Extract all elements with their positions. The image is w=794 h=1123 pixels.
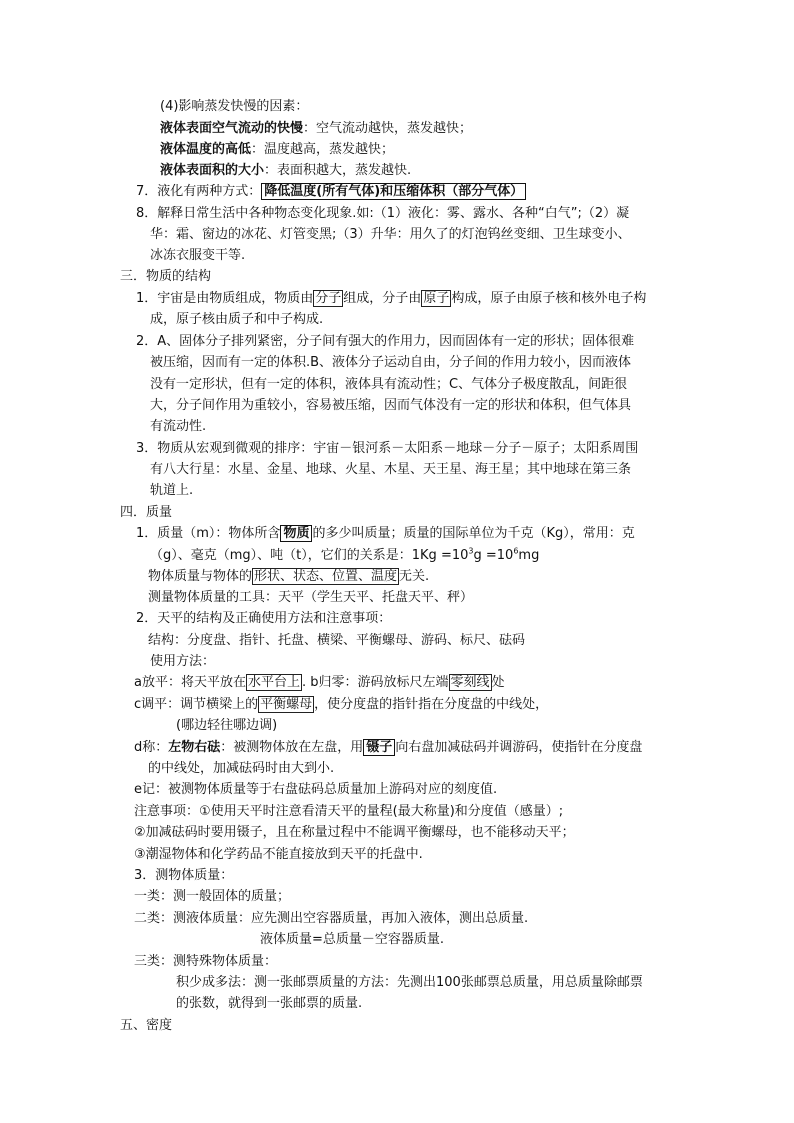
notes-line-1: 注意事项：①使用天平时注意看清天平的量程(最大称量)和分度值（感量）; — [134, 804, 564, 819]
sec3-item-1-text-b: 组成，分子由 — [343, 291, 422, 306]
usage-heading: 使用方法： — [150, 654, 216, 669]
evap-factor-2-text: ：温度越高，蒸发越快； — [251, 142, 395, 157]
step-a — [134, 673, 505, 692]
balance-structure: 结构：分度盘、指针、托盘、横梁、平衡螺母、游码、标尺、砝码 — [148, 633, 526, 648]
step-a-text-a: a放平：将天平放在 — [134, 675, 246, 690]
exponent-3: 3 — [468, 546, 474, 556]
evap-factor-2-term: 液体温度的高低 — [160, 142, 252, 157]
step-d-text-d: 向右盘加减砝码并调游码，使指针在分度盘 — [395, 740, 643, 755]
sec4-item-3-title: 3．测物体质量： — [134, 868, 234, 883]
sec3-item-3-line-3: 轨道上. — [150, 483, 194, 498]
type-3-line-2: 积少成多法：测一张邮票质量的方法：先测出100张邮票总质量，用总质量除邮票 — [176, 975, 643, 990]
item-7-label: 7．液化有两种方式： — [136, 184, 262, 199]
step-e: e记：被测物体质量等于右盘砝码总质量加上游码对应的刻度值. — [134, 782, 498, 797]
evap-factor-1-text: ：空气流动越快，蒸发越快； — [303, 121, 473, 136]
item-7-method-2: 压缩体积（部分气体） — [393, 184, 524, 199]
step-d-text-a: d称： — [134, 740, 169, 755]
evap-factor-2 — [160, 140, 394, 159]
unit-relation-a: （g）、毫克（mg）、吨（t），它们的关系是：1Kg =10 — [150, 548, 469, 563]
type-2-line-2: 液体质量=总质量－空容器质量. — [260, 932, 445, 947]
step-a-text-c: 处 — [491, 675, 505, 690]
step-c — [134, 695, 548, 714]
boxed-shape-state-position-temp: 形状、状态、位置、温度 — [254, 569, 398, 584]
boxed-balance-nut: 平衡螺母 — [260, 697, 313, 712]
step-c-text-b: ，使分度盘的指针指在分度盘的中线处， — [314, 697, 549, 712]
item-8-line-2: 华：霜、窗边的冰花、灯管变黑;（3）升华：用久了的灯泡钨丝变细、卫生球变小、 — [150, 227, 631, 242]
boxed-zero-line: 零刻线 — [450, 675, 490, 690]
evap-heading: (4)影响蒸发快慢的因素： — [160, 99, 309, 114]
section-4-title: 四．质量 — [120, 505, 173, 520]
sec4-item-1-text-a: 1．质量（m）：物体所含 — [136, 526, 281, 541]
notes-line-2: ②加减砝码时要用镊子，且在称量过程中不能调平衡螺母，也不能移动天平； — [134, 825, 575, 840]
step-d — [134, 738, 642, 757]
sec3-item-3-line-1: 3．物质从宏观到微观的排序：宇宙－银河系－太阳系－地球－分子－原子；太阳系周围 — [136, 441, 639, 456]
sec4-item-1 — [136, 524, 635, 543]
type-1: 一类：测一般固体的质量； — [134, 889, 291, 904]
step-d-line-2: 的中线处，加减砝码时由大到小. — [148, 761, 335, 776]
boxed-substance: 物质 — [280, 525, 312, 542]
step-c-line-2: (哪边轻往哪边调) — [176, 718, 278, 733]
evap-factor-3-text: ：表面积越大，蒸发越快. — [264, 163, 412, 178]
sec4-item-1-line-3 — [148, 567, 429, 586]
section-5-title: 五、密度 — [120, 1018, 173, 1033]
step-a-text-b: . b归零：游码放标尺左端 — [301, 675, 449, 690]
step-c-text-a: c调平：调节横梁上的 — [134, 697, 259, 712]
sec4-item-1-line-4: 测量物体质量的工具：天平（学生天平、托盘天平、秤） — [148, 590, 474, 605]
type-2: 二类：测液体质量：应先测出空容器质量，再加入液体，测出总质量. — [134, 911, 529, 926]
sec3-item-2-line-3: 没有一定形状，但有一定的体积，液体具有流动性；C、气体分子极度散乱，间距很 — [150, 377, 628, 392]
sec3-item-2-line-2: 被压缩，因而有一定的体积.B、液体分子运动自由，分子间的作用力较小，因而液体 — [150, 355, 632, 370]
boxed-atom: 原子 — [423, 291, 450, 306]
sec4-item-1-line-2 — [150, 546, 539, 565]
item-7 — [136, 182, 526, 201]
sec3-item-1-line-2: 成，原子核由质子和中子构成. — [150, 312, 324, 327]
section-3-title: 三．物质的结构 — [120, 269, 212, 284]
notes-line-3: ③潮湿物体和化学药品不能直接放到天平的托盘中. — [134, 847, 423, 862]
unit-relation-b: g =10 — [473, 548, 514, 563]
item-8-line-3: 冰冻衣服变干等. — [150, 248, 246, 263]
type-3: 三类：测特殊物体质量： — [134, 954, 278, 969]
item-7-methods-box — [261, 183, 526, 200]
evap-factor-1 — [160, 119, 472, 138]
evap-factor-3-term: 液体表面积的大小 — [160, 163, 265, 178]
type-3-line-3: 的张数，就得到一张邮票的质量. — [176, 996, 363, 1011]
sec3-item-1 — [136, 289, 646, 308]
boxed-molecule: 分子 — [315, 291, 342, 306]
evap-factor-1-term: 液体表面空气流动的快慢 — [160, 121, 304, 136]
item-7-method-1: 降低温度(所有气体) — [264, 184, 381, 199]
sec3-item-2-line-4: 大，分子间作用为重较小，容易被压缩，因而气体没有一定的形状和体积，但气体具 — [150, 398, 632, 413]
sec3-item-1-text-a: 1．宇宙是由物质组成，物质由 — [136, 291, 314, 306]
sec3-item-1-text-c: 构成，原子由原子核和核外电子构 — [451, 291, 647, 306]
mass-independence-text-b: 无关. — [399, 569, 430, 584]
mass-independence-text-a: 物体质量与物体的 — [148, 569, 253, 584]
step-d-text-c: ：被测物体放在左盘，用 — [220, 740, 364, 755]
sec4-item-1-text-b: 的多少叫质量；质量的国际单位为千克（Kg），常用：克 — [312, 526, 635, 541]
sec3-item-2-line-1: 2．A、固体分子排列紧密，分子间有强大的作用力，因而固体有一定的形状；固体很难 — [136, 334, 635, 349]
item-8-line-1: 8．解释日常生活中各种物态变化现象.如:（1）液化：雾、露水、各种“白气”;（2）凝 — [136, 206, 630, 221]
sec3-item-3-line-2: 有八大行星：水星、金星、地球、火星、木星、天王星、海王星；其中地球在第三条 — [150, 462, 632, 477]
step-d-bold: 左物右砝 — [168, 740, 221, 755]
evap-factor-3 — [160, 161, 411, 180]
exponent-6: 6 — [513, 546, 519, 556]
boxed-horizontal-table: 水平台上 — [247, 675, 300, 690]
item-7-and: 和 — [380, 184, 394, 199]
unit-relation-c: mg — [518, 548, 540, 563]
sec3-item-2-line-5: 有流动性. — [150, 419, 207, 434]
boxed-tweezers: 镊子 — [363, 739, 395, 756]
sec4-item-2-title: 2．天平的结构及正确使用方法和注意事项： — [136, 611, 392, 626]
